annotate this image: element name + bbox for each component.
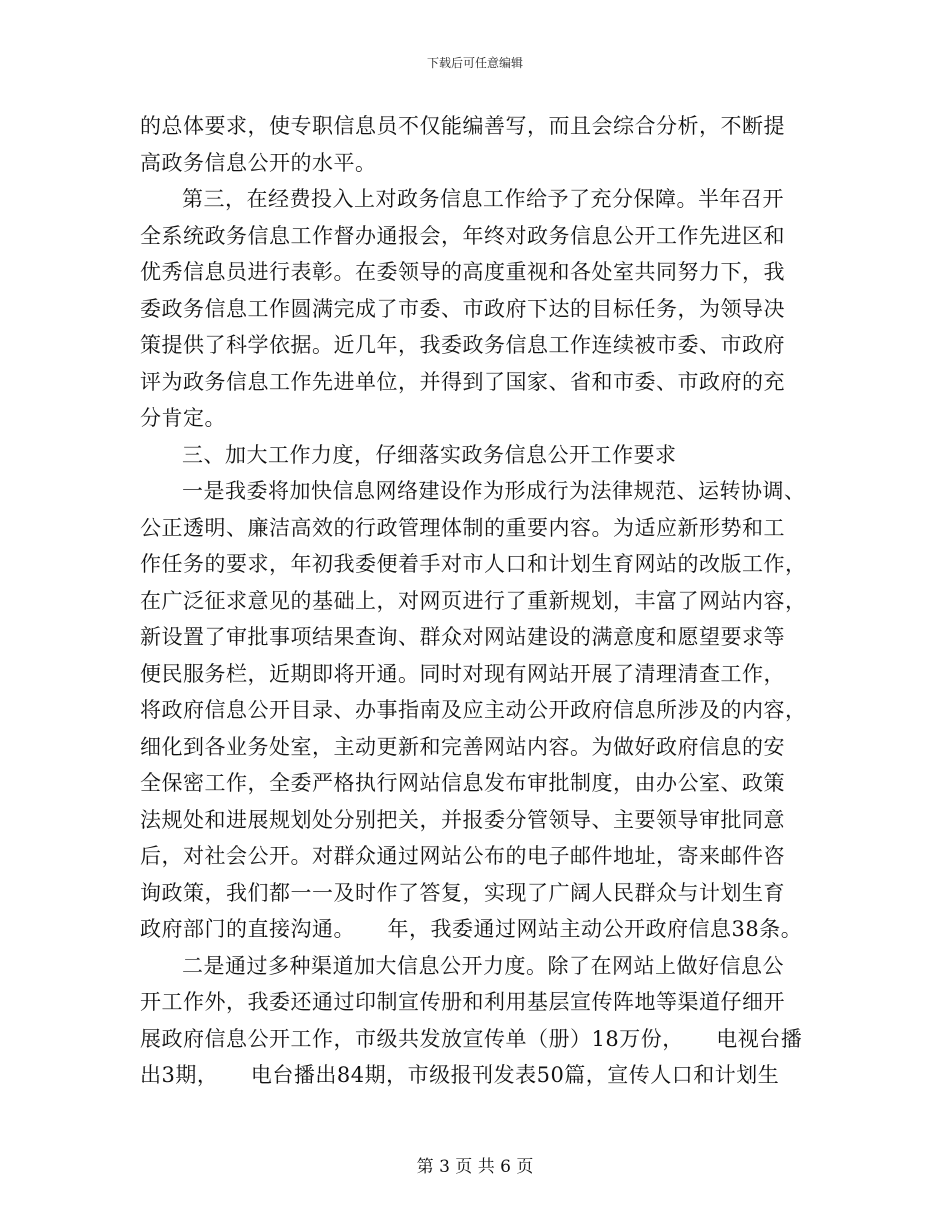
text-line: 展政府信息公开工作，市级共发放宣传单（册）18万份， 电视台播: [140, 1026, 803, 1051]
page-header-note: 下载后可任意编辑: [426, 56, 523, 70]
text-line: 后，对社会公开。对群众通过网站公布的电子邮件地址，寄来邮件咨: [140, 844, 785, 868]
text-line: 第三，在经费投入上对政务信息工作给予了充分保障。半年召开: [182, 187, 784, 211]
text-line: 新设置了审批事项结果查询、群众对网站建设的满意度和愿望要求等: [140, 625, 785, 649]
text-line: 在广泛征求意见的基础上，对网页进行了重新规划，丰富了网站内容，: [140, 588, 807, 613]
text-line: 便民服务栏，近期即将开通。同时对现有网站开展了清理清查工作，: [140, 661, 785, 686]
text-line: 全保密工作，全委严格执行网站信息发布审批制度，由办公室、政策: [140, 771, 785, 795]
page-footer-number: 第 3 页 共 6 页: [416, 1157, 534, 1177]
text-line: 策提供了科学依据。近几年，我委政务信息工作连续被市委、市政府: [140, 333, 785, 357]
text-line: 开工作外，我委还通过印制宣传册和利用基层宣传阵地等渠道仔细开: [140, 990, 785, 1014]
text-line: 公正透明、廉洁高效的行政管理体制的重要内容。为适应新形势和工: [140, 515, 785, 540]
text-line: 的总体要求，使专职信息员不仅能编善写，而且会综合分析，不断提: [140, 114, 785, 138]
text-line: 作任务的要求，年初我委便着手对市人口和计划生育网站的改版工作，: [140, 552, 807, 576]
text-line: 全系统政务信息工作督办通报会，年终对政务信息公开工作先进区和: [140, 223, 785, 248]
text-line: 二是通过多种渠道加大信息公开力度。除了在网站上做好信息公: [182, 953, 784, 978]
text-line: 一是我委将加快信息网络建设作为形成行为法律规范、运转协调、: [182, 479, 806, 503]
text-line: 政府部门的直接沟通。 年，我委通过网站主动公开政府信息38条。: [140, 917, 803, 941]
text-line: 法规处和进展规划处分别把关，并报委分管领导、主要领导审批同意: [140, 807, 785, 832]
text-line: 优秀信息员进行表彰。在委领导的高度重视和各处室共同努力下，我: [140, 260, 785, 284]
text-line: 三、加大工作力度，仔细落实政务信息公开工作要求: [182, 442, 677, 467]
text-line: 分肯定。: [140, 406, 226, 430]
text-line: 询政策，我们都一一及时作了答复，实现了广阔人民群众与计划生育: [140, 880, 785, 905]
text-line: 委政务信息工作圆满完成了市委、市政府下达的目标任务，为领导决: [140, 296, 785, 321]
text-line: 评为政务信息工作先进单位，并得到了国家、省和市委、市政府的充: [140, 369, 785, 394]
text-line: 将政府信息公开目录、办事指南及应主动公开政府信息所涉及的内容，: [140, 698, 807, 722]
text-line: 细化到各业务处室，主动更新和完善网站内容。为做好政府信息的安: [140, 734, 785, 759]
document-body: [140, 108, 820, 1094]
text-line: 出3期， 电台播出84期，市级报刊发表50篇，宣传人口和计划生: [140, 1063, 780, 1087]
text-line: 高政务信息公开的水平。: [140, 150, 377, 175]
